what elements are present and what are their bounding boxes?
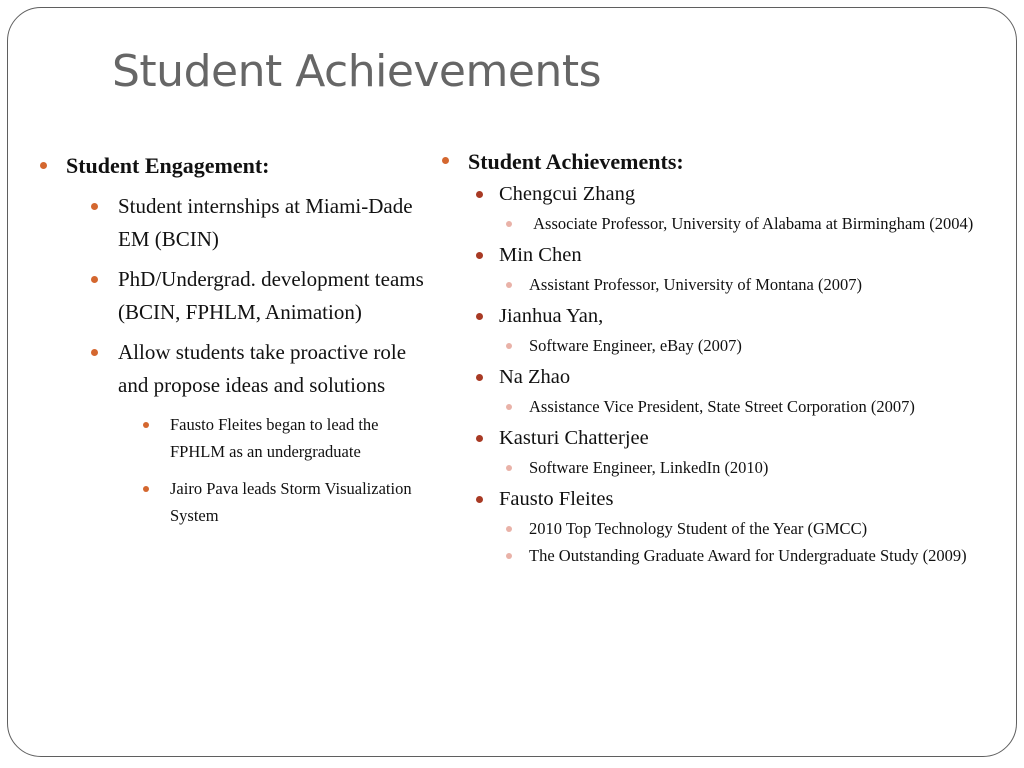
heading-text: Student Achievements: xyxy=(468,149,684,174)
student-detail-text: Assistance Vice President, State Street Corporation (2007) xyxy=(529,397,915,416)
student-name xyxy=(438,363,978,392)
student-detail xyxy=(438,396,978,418)
bullet-icon xyxy=(506,526,512,532)
list-item xyxy=(36,336,436,401)
student-name xyxy=(438,302,978,331)
right-column xyxy=(438,146,978,567)
list-item xyxy=(36,190,436,255)
slide-title: Student Achievements xyxy=(112,46,601,97)
bullet-icon xyxy=(91,349,98,356)
list-item-text: PhD/Undergrad. development teams (BCIN, FPHLM, Animation) xyxy=(118,267,424,324)
bullet-icon xyxy=(91,276,98,283)
student-name-text: Na Zhao xyxy=(499,366,571,388)
bullet-icon xyxy=(506,404,512,410)
sub-list-item xyxy=(36,475,436,529)
student-detail xyxy=(438,274,978,296)
student-name-text: Kasturi Chatterjee xyxy=(499,427,649,449)
list-item-text: Student internships at Miami-Dade EM (BCIN) xyxy=(118,194,413,251)
bullet-icon xyxy=(476,374,483,381)
bullet-icon xyxy=(143,486,149,492)
student-name-text: Min Chen xyxy=(499,244,582,266)
bullet-icon xyxy=(143,422,149,428)
student-engagement-heading xyxy=(36,150,436,182)
bullet-icon xyxy=(476,252,483,259)
bullet-icon xyxy=(442,157,449,164)
bullet-icon xyxy=(476,191,483,198)
student-name-text: Jianhua Yan, xyxy=(499,305,604,327)
student-detail xyxy=(438,335,978,357)
student-detail-text: 2010 Top Technology Student of the Year (GMCC) xyxy=(529,519,868,538)
bullet-icon xyxy=(40,162,47,169)
student-detail-text: Software Engineer, eBay (2007) xyxy=(529,336,742,355)
bullet-icon xyxy=(476,496,483,503)
list-item xyxy=(36,263,436,328)
bullet-icon xyxy=(476,435,483,442)
bullet-icon xyxy=(506,221,512,227)
student-detail-text: The Outstanding Graduate Award for Undergraduate Study (2009) xyxy=(529,546,967,565)
student-name xyxy=(438,424,978,453)
student-name xyxy=(438,241,978,270)
heading-text: Student Engagement: xyxy=(66,153,270,178)
left-column xyxy=(36,150,436,529)
list-item-text: Allow students take proactive role and propose ideas and solutions xyxy=(118,340,407,397)
student-detail xyxy=(438,457,978,479)
student-name xyxy=(438,485,978,514)
student-name-text: Fausto Fleites xyxy=(499,488,614,510)
bullet-icon xyxy=(506,553,512,559)
student-name-text: Chengcui Zhang xyxy=(499,183,636,205)
bullet-icon xyxy=(506,465,512,471)
student-detail xyxy=(438,518,978,540)
student-name xyxy=(438,180,978,209)
bullet-icon xyxy=(506,282,512,288)
sub-list-item xyxy=(36,411,436,465)
student-detail xyxy=(438,213,978,235)
student-achievements-heading xyxy=(438,146,978,178)
sub-list-item-text: Jairo Pava leads Storm Visualization System xyxy=(170,479,412,525)
bullet-icon xyxy=(476,313,483,320)
student-detail-text: Assistant Professor, University of Montana (2007) xyxy=(529,275,862,294)
sub-list-item-text: Fausto Fleites began to lead the FPHLM as an undergraduate xyxy=(170,415,379,461)
student-detail-text: Associate Professor, University of Alabama at Birmingham (2004) xyxy=(529,214,974,233)
bullet-icon xyxy=(506,343,512,349)
student-detail xyxy=(438,545,978,567)
student-detail-text: Software Engineer, LinkedIn (2010) xyxy=(529,458,769,477)
bullet-icon xyxy=(91,203,98,210)
